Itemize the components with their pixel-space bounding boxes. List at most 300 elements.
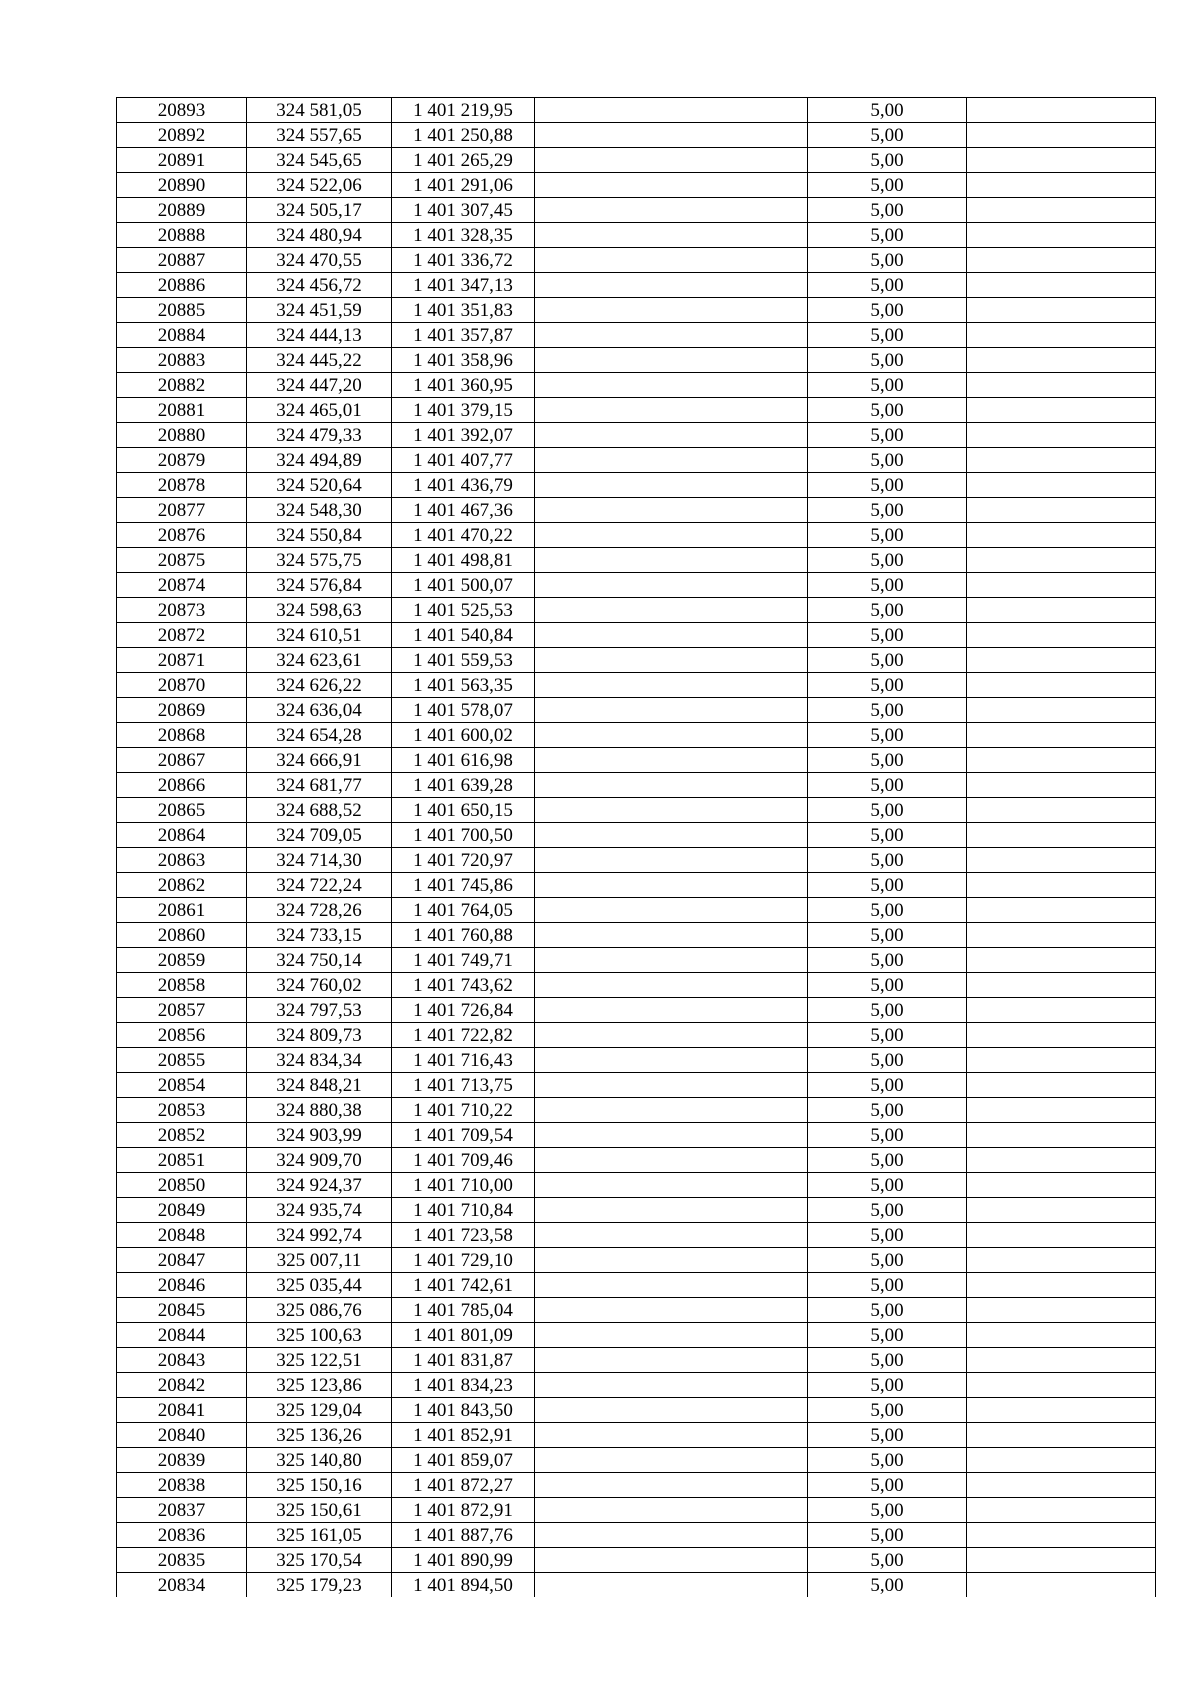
point-number-cell: 20871 (117, 648, 247, 673)
empty-cell (967, 1223, 1156, 1248)
empty-cell (535, 698, 808, 723)
empty-cell (535, 598, 808, 623)
table-row (117, 1448, 1156, 1473)
point-number-cell: 20848 (117, 1223, 247, 1248)
empty-cell (967, 373, 1156, 398)
empty-cell (535, 1373, 808, 1398)
value-cell: 5,00 (808, 573, 967, 598)
empty-cell (535, 1073, 808, 1098)
x-coordinate-cell: 324 992,74 (247, 1223, 392, 1248)
y-coordinate-cell: 1 401 357,87 (392, 323, 535, 348)
value-cell: 5,00 (808, 98, 967, 123)
x-coordinate-cell: 324 623,61 (247, 648, 392, 673)
point-number-cell: 20868 (117, 723, 247, 748)
empty-cell (967, 598, 1156, 623)
table-row (117, 98, 1156, 123)
point-number-cell: 20852 (117, 1123, 247, 1148)
y-coordinate-cell: 1 401 351,83 (392, 298, 535, 323)
value-cell: 5,00 (808, 873, 967, 898)
table-row (117, 573, 1156, 598)
value-cell: 5,00 (808, 1273, 967, 1298)
empty-cell (535, 1348, 808, 1373)
empty-cell (967, 1298, 1156, 1323)
point-number-cell: 20836 (117, 1523, 247, 1548)
point-number-cell: 20861 (117, 898, 247, 923)
y-coordinate-cell: 1 401 563,35 (392, 673, 535, 698)
y-coordinate-cell: 1 401 347,13 (392, 273, 535, 298)
empty-cell (967, 398, 1156, 423)
table-row (117, 723, 1156, 748)
point-number-cell: 20858 (117, 973, 247, 998)
empty-cell (535, 1098, 808, 1123)
value-cell: 5,00 (808, 748, 967, 773)
table-row (117, 373, 1156, 398)
y-coordinate-cell: 1 401 760,88 (392, 923, 535, 948)
point-number-cell: 20849 (117, 1198, 247, 1223)
table-row (117, 1548, 1156, 1573)
table-row (117, 1048, 1156, 1073)
y-coordinate-cell: 1 401 749,71 (392, 948, 535, 973)
x-coordinate-cell: 324 935,74 (247, 1198, 392, 1223)
x-coordinate-cell: 325 170,54 (247, 1548, 392, 1573)
x-coordinate-cell: 324 636,04 (247, 698, 392, 723)
empty-cell (967, 1123, 1156, 1148)
y-coordinate-cell: 1 401 358,96 (392, 348, 535, 373)
table-row (117, 923, 1156, 948)
table-row (117, 698, 1156, 723)
empty-cell (967, 1523, 1156, 1548)
empty-cell (967, 573, 1156, 598)
x-coordinate-cell: 324 576,84 (247, 573, 392, 598)
table-row (117, 598, 1156, 623)
table-row (117, 1573, 1156, 1598)
point-number-cell: 20853 (117, 1098, 247, 1123)
table-row (117, 1323, 1156, 1348)
empty-cell (967, 173, 1156, 198)
table-row (117, 1273, 1156, 1298)
value-cell: 5,00 (808, 673, 967, 698)
point-number-cell: 20843 (117, 1348, 247, 1373)
empty-cell (535, 1548, 808, 1573)
table-row (117, 423, 1156, 448)
empty-cell (967, 273, 1156, 298)
x-coordinate-cell: 325 161,05 (247, 1523, 392, 1548)
y-coordinate-cell: 1 401 843,50 (392, 1398, 535, 1423)
table-row (117, 223, 1156, 248)
value-cell: 5,00 (808, 1498, 967, 1523)
y-coordinate-cell: 1 401 887,76 (392, 1523, 535, 1548)
value-cell: 5,00 (808, 848, 967, 873)
coordinates-table-body (117, 98, 1156, 1598)
x-coordinate-cell: 325 086,76 (247, 1298, 392, 1323)
y-coordinate-cell: 1 401 525,53 (392, 598, 535, 623)
x-coordinate-cell: 324 581,05 (247, 98, 392, 123)
y-coordinate-cell: 1 401 650,15 (392, 798, 535, 823)
x-coordinate-cell: 324 809,73 (247, 1023, 392, 1048)
empty-cell (535, 773, 808, 798)
point-number-cell: 20854 (117, 1073, 247, 1098)
empty-cell (535, 1198, 808, 1223)
x-coordinate-cell: 324 722,24 (247, 873, 392, 898)
x-coordinate-cell: 324 470,55 (247, 248, 392, 273)
y-coordinate-cell: 1 401 831,87 (392, 1348, 535, 1373)
empty-cell (535, 873, 808, 898)
value-cell: 5,00 (808, 1173, 967, 1198)
x-coordinate-cell: 324 688,52 (247, 798, 392, 823)
table-row (117, 1123, 1156, 1148)
point-number-cell: 20887 (117, 248, 247, 273)
table-row (117, 398, 1156, 423)
table-row (117, 473, 1156, 498)
x-coordinate-cell: 325 122,51 (247, 1348, 392, 1373)
value-cell: 5,00 (808, 498, 967, 523)
empty-cell (967, 673, 1156, 698)
empty-cell (967, 523, 1156, 548)
empty-cell (535, 1523, 808, 1548)
empty-cell (535, 848, 808, 873)
empty-cell (967, 123, 1156, 148)
empty-cell (535, 398, 808, 423)
point-number-cell: 20845 (117, 1298, 247, 1323)
x-coordinate-cell: 324 494,89 (247, 448, 392, 473)
value-cell: 5,00 (808, 123, 967, 148)
point-number-cell: 20891 (117, 148, 247, 173)
empty-cell (535, 1323, 808, 1348)
empty-cell (967, 1348, 1156, 1373)
empty-cell (967, 898, 1156, 923)
empty-cell (967, 548, 1156, 573)
point-number-cell: 20835 (117, 1548, 247, 1573)
point-number-cell: 20841 (117, 1398, 247, 1423)
table-row (117, 123, 1156, 148)
value-cell: 5,00 (808, 148, 967, 173)
empty-cell (535, 1248, 808, 1273)
point-number-cell: 20878 (117, 473, 247, 498)
value-cell: 5,00 (808, 773, 967, 798)
table-row (117, 873, 1156, 898)
x-coordinate-cell: 324 548,30 (247, 498, 392, 523)
point-number-cell: 20885 (117, 298, 247, 323)
point-number-cell: 20837 (117, 1498, 247, 1523)
y-coordinate-cell: 1 401 764,05 (392, 898, 535, 923)
x-coordinate-cell: 325 179,23 (247, 1573, 392, 1598)
y-coordinate-cell: 1 401 559,53 (392, 648, 535, 673)
point-number-cell: 20876 (117, 523, 247, 548)
empty-cell (967, 823, 1156, 848)
point-number-cell: 20881 (117, 398, 247, 423)
y-coordinate-cell: 1 401 392,07 (392, 423, 535, 448)
table-row (117, 1498, 1156, 1523)
point-number-cell: 20839 (117, 1448, 247, 1473)
value-cell: 5,00 (808, 648, 967, 673)
x-coordinate-cell: 324 545,65 (247, 148, 392, 173)
empty-cell (967, 698, 1156, 723)
point-number-cell: 20866 (117, 773, 247, 798)
y-coordinate-cell: 1 401 713,75 (392, 1073, 535, 1098)
point-number-cell: 20873 (117, 598, 247, 623)
x-coordinate-cell: 324 714,30 (247, 848, 392, 873)
table-row (117, 248, 1156, 273)
value-cell: 5,00 (808, 323, 967, 348)
empty-cell (535, 473, 808, 498)
x-coordinate-cell: 324 557,65 (247, 123, 392, 148)
empty-cell (967, 348, 1156, 373)
value-cell: 5,00 (808, 1398, 967, 1423)
value-cell: 5,00 (808, 273, 967, 298)
empty-cell (535, 298, 808, 323)
empty-cell (967, 498, 1156, 523)
empty-cell (967, 148, 1156, 173)
point-number-cell: 20867 (117, 748, 247, 773)
x-coordinate-cell: 324 479,33 (247, 423, 392, 448)
y-coordinate-cell: 1 401 700,50 (392, 823, 535, 848)
table-row (117, 1398, 1156, 1423)
table-row (117, 673, 1156, 698)
value-cell: 5,00 (808, 1023, 967, 1048)
empty-cell (967, 773, 1156, 798)
table-row (117, 298, 1156, 323)
empty-cell (967, 473, 1156, 498)
table-row (117, 323, 1156, 348)
empty-cell (535, 1448, 808, 1473)
x-coordinate-cell: 324 447,20 (247, 373, 392, 398)
empty-cell (535, 98, 808, 123)
table-row (117, 523, 1156, 548)
point-number-cell: 20892 (117, 123, 247, 148)
x-coordinate-cell: 324 797,53 (247, 998, 392, 1023)
value-cell: 5,00 (808, 798, 967, 823)
value-cell: 5,00 (808, 473, 967, 498)
y-coordinate-cell: 1 401 801,09 (392, 1323, 535, 1348)
x-coordinate-cell: 324 505,17 (247, 198, 392, 223)
point-number-cell: 20883 (117, 348, 247, 373)
empty-cell (535, 648, 808, 673)
y-coordinate-cell: 1 401 470,22 (392, 523, 535, 548)
empty-cell (967, 798, 1156, 823)
table-row (117, 948, 1156, 973)
table-row (117, 1198, 1156, 1223)
value-cell: 5,00 (808, 1048, 967, 1073)
value-cell: 5,00 (808, 1248, 967, 1273)
empty-cell (967, 873, 1156, 898)
point-number-cell: 20889 (117, 198, 247, 223)
table-row (117, 1473, 1156, 1498)
table-row (117, 1073, 1156, 1098)
table-row (117, 348, 1156, 373)
x-coordinate-cell: 325 150,61 (247, 1498, 392, 1523)
x-coordinate-cell: 324 610,51 (247, 623, 392, 648)
empty-cell (535, 373, 808, 398)
point-number-cell: 20851 (117, 1148, 247, 1173)
value-cell: 5,00 (808, 1573, 967, 1598)
empty-cell (535, 1273, 808, 1298)
x-coordinate-cell: 325 007,11 (247, 1248, 392, 1273)
y-coordinate-cell: 1 401 336,72 (392, 248, 535, 273)
empty-cell (535, 148, 808, 173)
y-coordinate-cell: 1 401 616,98 (392, 748, 535, 773)
table-row (117, 448, 1156, 473)
empty-cell (967, 1248, 1156, 1273)
table-row (117, 1248, 1156, 1273)
table-row (117, 148, 1156, 173)
empty-cell (535, 723, 808, 748)
empty-cell (535, 1173, 808, 1198)
point-number-cell: 20838 (117, 1473, 247, 1498)
empty-cell (535, 1398, 808, 1423)
point-number-cell: 20862 (117, 873, 247, 898)
x-coordinate-cell: 324 444,13 (247, 323, 392, 348)
y-coordinate-cell: 1 401 872,27 (392, 1473, 535, 1498)
value-cell: 5,00 (808, 1123, 967, 1148)
table-row (117, 1523, 1156, 1548)
value-cell: 5,00 (808, 1098, 967, 1123)
x-coordinate-cell: 325 150,16 (247, 1473, 392, 1498)
y-coordinate-cell: 1 401 720,97 (392, 848, 535, 873)
y-coordinate-cell: 1 401 265,29 (392, 148, 535, 173)
y-coordinate-cell: 1 401 407,77 (392, 448, 535, 473)
x-coordinate-cell: 324 575,75 (247, 548, 392, 573)
empty-cell (535, 1023, 808, 1048)
table-row (117, 273, 1156, 298)
y-coordinate-cell: 1 401 710,84 (392, 1198, 535, 1223)
y-coordinate-cell: 1 401 834,23 (392, 1373, 535, 1398)
value-cell: 5,00 (808, 723, 967, 748)
table-row (117, 1348, 1156, 1373)
empty-cell (967, 1198, 1156, 1223)
empty-cell (535, 898, 808, 923)
table-row (117, 973, 1156, 998)
point-number-cell: 20860 (117, 923, 247, 948)
value-cell: 5,00 (808, 1348, 967, 1373)
x-coordinate-cell: 324 924,37 (247, 1173, 392, 1198)
empty-cell (967, 1073, 1156, 1098)
empty-cell (535, 323, 808, 348)
empty-cell (535, 798, 808, 823)
table-row (117, 548, 1156, 573)
point-number-cell: 20875 (117, 548, 247, 573)
empty-cell (535, 1298, 808, 1323)
empty-cell (967, 1048, 1156, 1073)
empty-cell (967, 423, 1156, 448)
x-coordinate-cell: 324 451,59 (247, 298, 392, 323)
empty-cell (535, 523, 808, 548)
value-cell: 5,00 (808, 898, 967, 923)
empty-cell (535, 1423, 808, 1448)
value-cell: 5,00 (808, 1548, 967, 1573)
table-row (117, 823, 1156, 848)
y-coordinate-cell: 1 401 710,00 (392, 1173, 535, 1198)
y-coordinate-cell: 1 401 250,88 (392, 123, 535, 148)
table-row (117, 748, 1156, 773)
empty-cell (535, 748, 808, 773)
x-coordinate-cell: 325 136,26 (247, 1423, 392, 1448)
table-row (117, 998, 1156, 1023)
x-coordinate-cell: 324 848,21 (247, 1073, 392, 1098)
y-coordinate-cell: 1 401 578,07 (392, 698, 535, 723)
y-coordinate-cell: 1 401 291,06 (392, 173, 535, 198)
empty-cell (535, 998, 808, 1023)
table-row (117, 1298, 1156, 1323)
empty-cell (967, 1323, 1156, 1348)
y-coordinate-cell: 1 401 743,62 (392, 973, 535, 998)
y-coordinate-cell: 1 401 498,81 (392, 548, 535, 573)
table-row (117, 1023, 1156, 1048)
empty-cell (967, 1498, 1156, 1523)
empty-cell (967, 298, 1156, 323)
table-row (117, 773, 1156, 798)
empty-cell (967, 948, 1156, 973)
value-cell: 5,00 (808, 1148, 967, 1173)
y-coordinate-cell: 1 401 859,07 (392, 1448, 535, 1473)
value-cell: 5,00 (808, 1298, 967, 1323)
value-cell: 5,00 (808, 348, 967, 373)
y-coordinate-cell: 1 401 709,54 (392, 1123, 535, 1148)
table-row (117, 1423, 1156, 1448)
x-coordinate-cell: 324 880,38 (247, 1098, 392, 1123)
y-coordinate-cell: 1 401 852,91 (392, 1423, 535, 1448)
empty-cell (967, 448, 1156, 473)
empty-cell (535, 448, 808, 473)
x-coordinate-cell: 324 760,02 (247, 973, 392, 998)
point-number-cell: 20888 (117, 223, 247, 248)
x-coordinate-cell: 325 140,80 (247, 1448, 392, 1473)
value-cell: 5,00 (808, 1323, 967, 1348)
x-coordinate-cell: 324 550,84 (247, 523, 392, 548)
value-cell: 5,00 (808, 248, 967, 273)
x-coordinate-cell: 324 520,64 (247, 473, 392, 498)
point-number-cell: 20886 (117, 273, 247, 298)
x-coordinate-cell: 324 728,26 (247, 898, 392, 923)
x-coordinate-cell: 324 598,63 (247, 598, 392, 623)
empty-cell (535, 1123, 808, 1148)
point-number-cell: 20869 (117, 698, 247, 723)
empty-cell (967, 723, 1156, 748)
value-cell: 5,00 (808, 948, 967, 973)
empty-cell (535, 1223, 808, 1248)
empty-cell (535, 1498, 808, 1523)
empty-cell (535, 1048, 808, 1073)
x-coordinate-cell: 324 654,28 (247, 723, 392, 748)
x-coordinate-cell: 324 666,91 (247, 748, 392, 773)
empty-cell (967, 923, 1156, 948)
y-coordinate-cell: 1 401 872,91 (392, 1498, 535, 1523)
empty-cell (967, 1573, 1156, 1598)
point-number-cell: 20847 (117, 1248, 247, 1273)
point-number-cell: 20884 (117, 323, 247, 348)
y-coordinate-cell: 1 401 723,58 (392, 1223, 535, 1248)
x-coordinate-cell: 324 445,22 (247, 348, 392, 373)
empty-cell (535, 823, 808, 848)
point-number-cell: 20834 (117, 1573, 247, 1598)
x-coordinate-cell: 325 129,04 (247, 1398, 392, 1423)
value-cell: 5,00 (808, 623, 967, 648)
y-coordinate-cell: 1 401 219,95 (392, 98, 535, 123)
y-coordinate-cell: 1 401 540,84 (392, 623, 535, 648)
x-coordinate-cell: 325 100,63 (247, 1323, 392, 1348)
x-coordinate-cell: 324 709,05 (247, 823, 392, 848)
point-number-cell: 20842 (117, 1373, 247, 1398)
value-cell: 5,00 (808, 1223, 967, 1248)
point-number-cell: 20855 (117, 1048, 247, 1073)
table-row (117, 1173, 1156, 1198)
y-coordinate-cell: 1 401 500,07 (392, 573, 535, 598)
y-coordinate-cell: 1 401 600,02 (392, 723, 535, 748)
point-number-cell: 20865 (117, 798, 247, 823)
empty-cell (967, 973, 1156, 998)
value-cell: 5,00 (808, 1198, 967, 1223)
empty-cell (535, 948, 808, 973)
empty-cell (967, 1423, 1156, 1448)
